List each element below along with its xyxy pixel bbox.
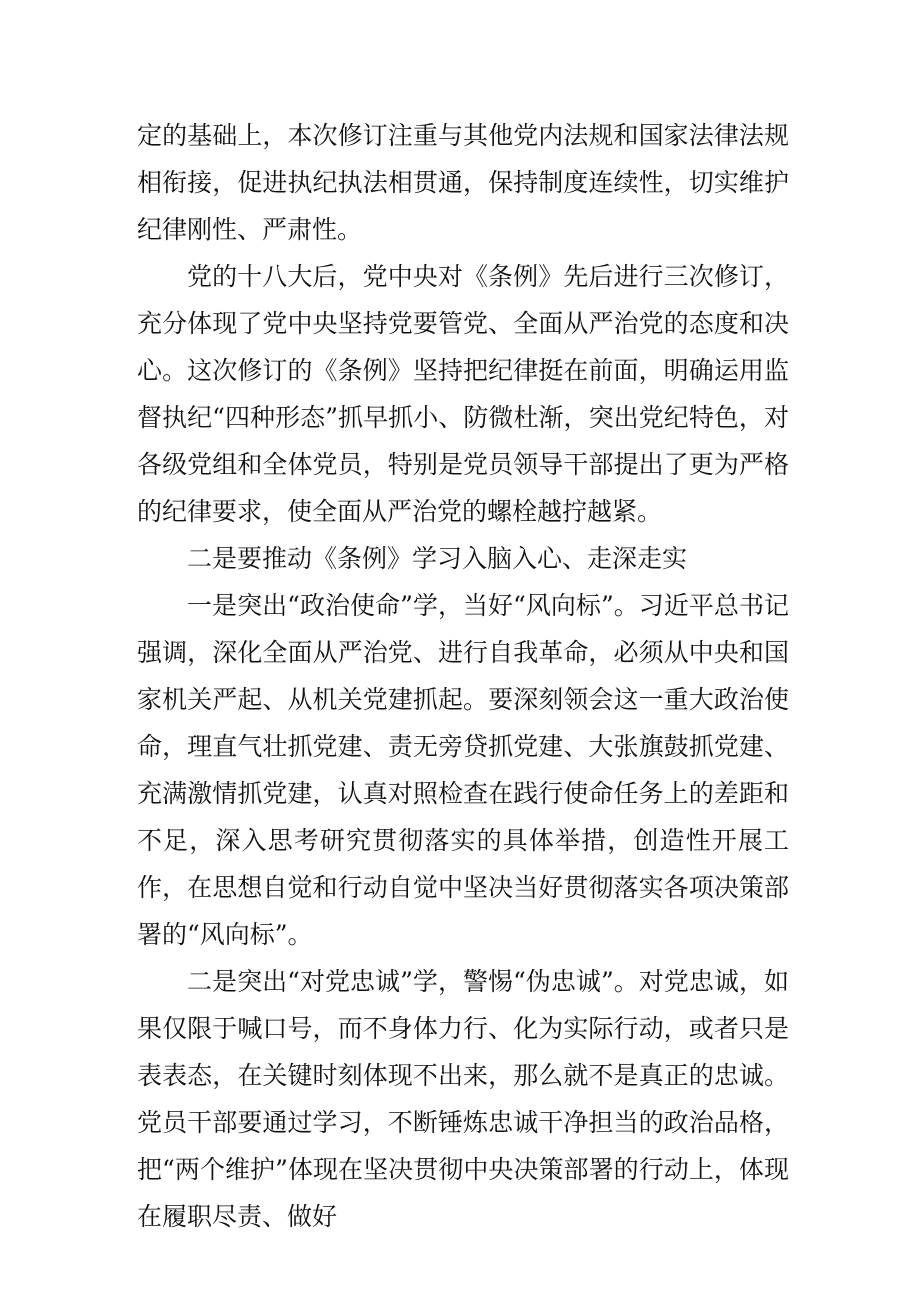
section-heading: 二是要推动《条例》学习入脑入心、走深走实 [187,544,688,573]
paragraph-political-mission: 一是突出“政治使命”学，当好“风向标”。习近平总书记强调，深化全面从严治党、进行自我革命，必须从中央和国家机关严起、从机关党建抓起。要深刻领会这一重大政治使命，理直气壮抓党建、责无旁贷抓党建、大张旗鼓抓党建、充满激情抓党建，认真对照检查在践行使命任务上的差距和不足，深入思考研究贯彻落实的具体举措，创造性开展工作，在思想自觉和行动自觉中坚决当好贯彻落实各项决策部署的“风向标”。 [137,591,789,949]
paragraph-party-congress: 党的十八大后，党中央对《条例》先后进行三次修订，充分体现了党中央坚持党要管党、全面从严治党的态度和决心。这次修订的《条例》坚持把纪律挺在前面，明确运用监督执纪“四种形态”抓早抓小、防微杜渐，突出党纪特色，对各级党组和全体党员，特别是党员领导干部提出了更为严格的纪律要求，使全面从严治党的螺栓越拧越紧。 [137,262,789,526]
paragraph-continuation: 定的基础上，本次修订注重与其他党内法规和国家法律法规相衔接，促进执纪执法相贯通，保持制度连续性，切实维护纪律刚性、严肃性。 [137,121,789,244]
paragraph-party-loyalty: 二是突出“对党忠诚”学，警惕“伪忠诚”。对党忠诚，如果仅限于喊口号，而不身体力行、化为实际行动，或者只是表表态，在关键时刻体现不出来，那么就不是真正的忠诚。党员干部要通过学习，不断锤炼忠诚干净担当的政治品格，把“两个维护”体现在坚决贯彻中央决策部署的行动上，体现在履职尽责、做好 [137,967,789,1231]
document-body [137,112,789,1240]
